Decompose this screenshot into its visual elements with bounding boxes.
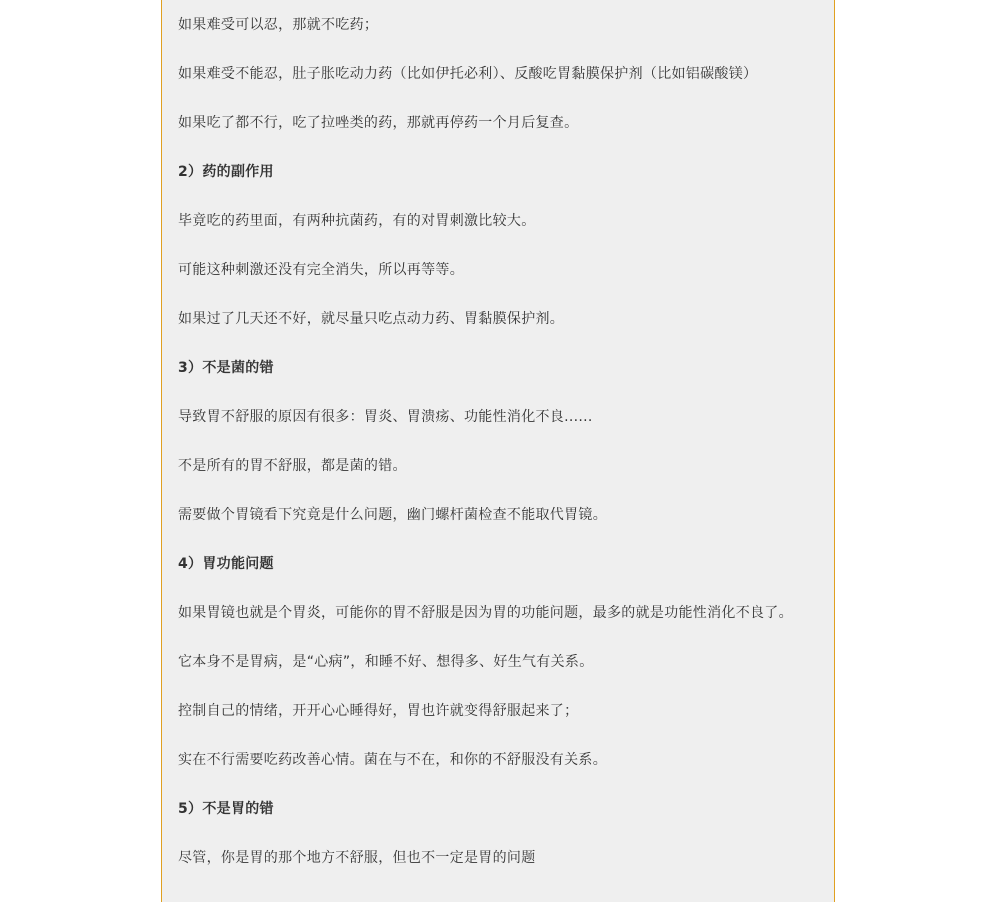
paragraph: 需要做个胃镜看下究竟是什么问题，幽门螺杆菌检查不能取代胃镜。	[178, 507, 607, 523]
paragraph: 如果吃了都不行，吃了拉唑类的药，那就再停药一个月后复查。	[178, 115, 579, 131]
paragraph: 实在不行需要吃药改善心情。菌在与不在，和你的不舒服没有关系。	[178, 752, 607, 768]
paragraph: 不是所有的胃不舒服，都是菌的错。	[178, 458, 407, 474]
paragraph: 如果难受可以忍，那就不吃药；	[178, 17, 379, 33]
section-heading: 2）药的副作用	[178, 164, 274, 180]
section-heading: 5）不是胃的错	[178, 801, 274, 817]
section-heading: 3）不是菌的错	[178, 360, 274, 376]
paragraph: 可能这种刺激还没有完全消失，所以再等等。	[178, 262, 464, 278]
paragraph: 尽管，你是胃的那个地方不舒服，但也不一定是胃的问题	[178, 850, 536, 866]
paragraph: 如果过了几天还不好，就尽量只吃点动力药、胃黏膜保护剂。	[178, 311, 565, 327]
article-body	[161, 0, 835, 902]
paragraph: 它本身不是胃病，是“心病”，和睡不好、想得多、好生气有关系。	[178, 654, 594, 670]
paragraph: 如果难受不能忍，肚子胀吃动力药（比如伊托必利）、反酸吃胃黏膜保护剂（比如铝碳酸镁）	[178, 66, 758, 82]
section-heading: 4）胃功能问题	[178, 556, 274, 572]
paragraph: 如果胃镜也就是个胃炎，可能你的胃不舒服是因为胃的功能问题，最多的就是功能性消化不良了。	[178, 605, 793, 621]
paragraph: 毕竟吃的药里面，有两种抗菌药，有的对胃刺激比较大。	[178, 213, 536, 229]
paragraph: 控制自己的情绪，开开心心睡得好，胃也许就变得舒服起来了；	[178, 703, 579, 719]
paragraph: 导致胃不舒服的原因有很多：胃炎、胃溃疡、功能性消化不良......	[178, 409, 593, 425]
